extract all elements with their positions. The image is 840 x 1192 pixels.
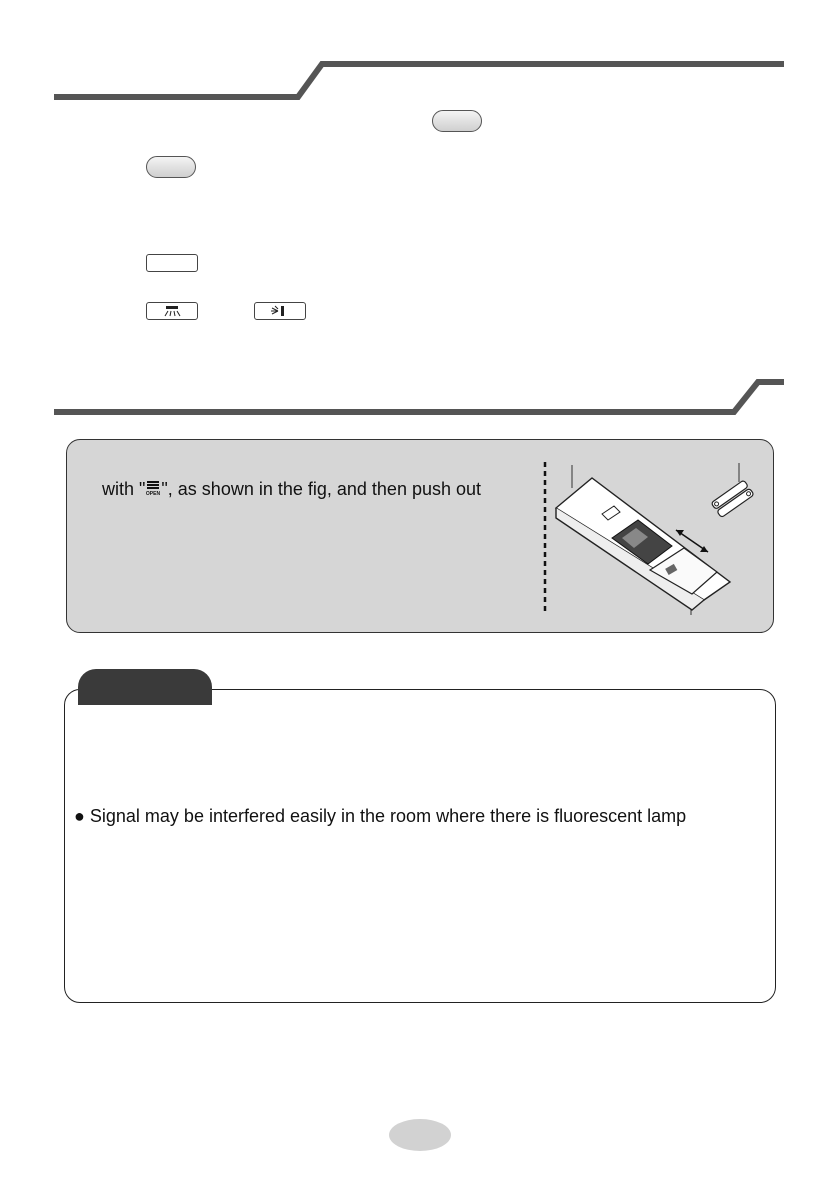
light-icon: [255, 303, 305, 319]
section-header-line-top: [0, 0, 840, 110]
battery-text-after: ", as shown in the fig, and then push out: [161, 479, 482, 499]
dashed-separator: [540, 462, 550, 614]
section-header-line-battery: [0, 370, 840, 420]
light-button: [254, 302, 306, 320]
rect-button: [146, 254, 198, 272]
swing-icon: [147, 303, 197, 319]
notice-tab: [78, 669, 212, 705]
bullet-glyph: ●: [74, 806, 85, 826]
open-cover-icon: [145, 480, 161, 496]
notice-bullet-text: [74, 806, 686, 827]
battery-text-before: with ": [102, 479, 146, 499]
oval-button-left: [146, 156, 196, 178]
notice-panel: [64, 689, 776, 1003]
notice-text: Signal may be interfered easily in the room where there is fluorescent lamp: [89, 806, 687, 826]
swing-button: [146, 302, 198, 320]
svg-text:OPEN: OPEN: [146, 491, 161, 497]
page-number-oval: [389, 1119, 451, 1151]
remote-battery-illustration: [552, 460, 762, 620]
oval-button-top: [432, 110, 482, 132]
battery-instruction-text: [102, 479, 481, 500]
